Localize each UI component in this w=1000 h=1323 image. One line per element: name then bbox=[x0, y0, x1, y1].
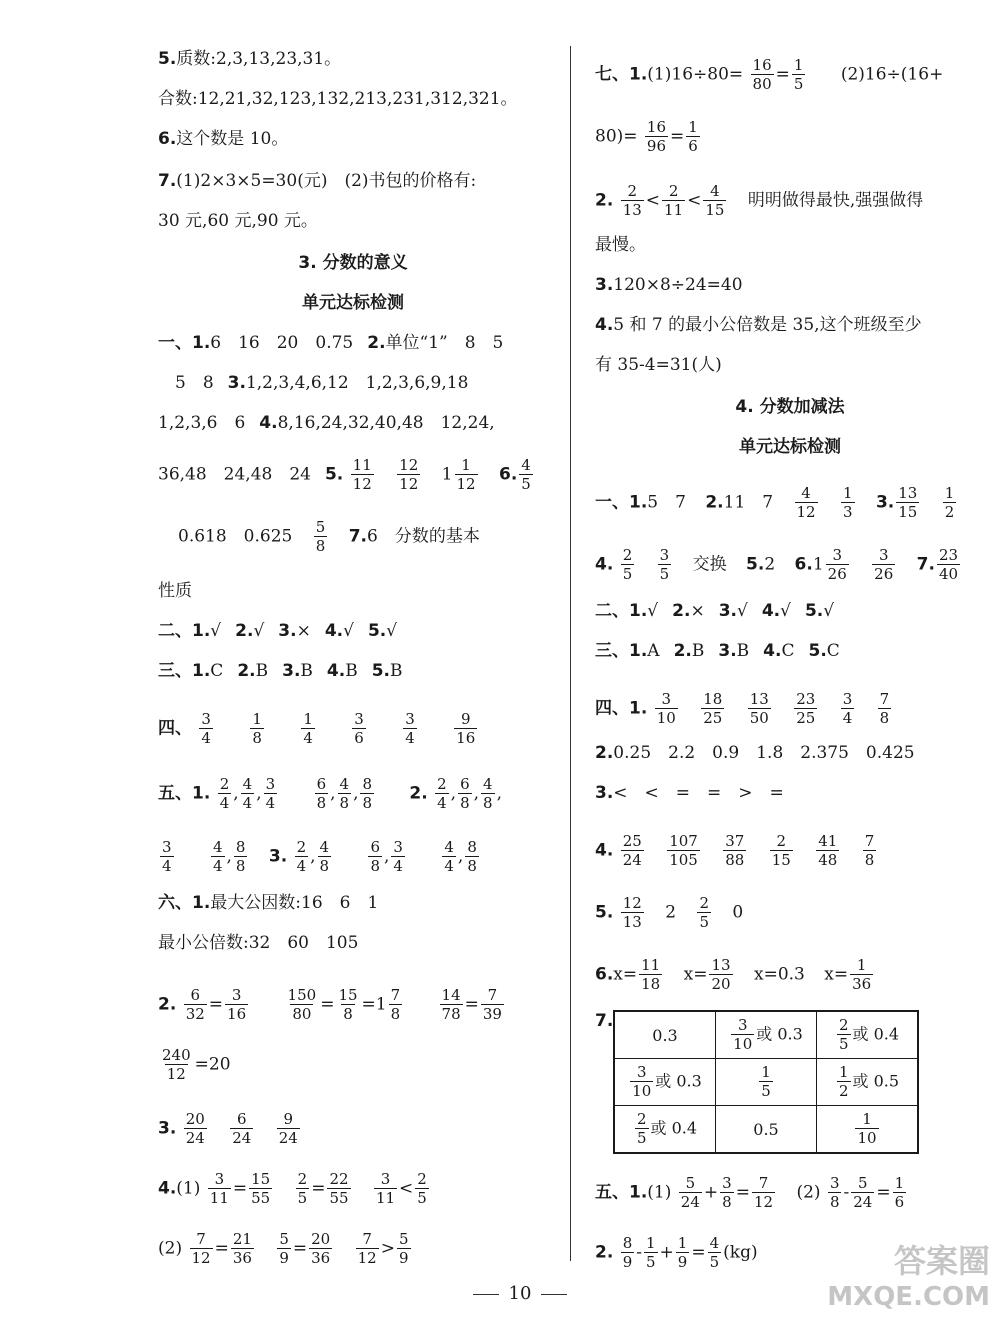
fraction: $\frac{4}{8}$ bbox=[319, 838, 330, 875]
grid-cell: $\frac{1}{5}$ bbox=[716, 1059, 817, 1106]
fraction: $\frac{1}{12}$ bbox=[456, 456, 476, 493]
fraction: $\frac{15}{8}$ bbox=[338, 986, 358, 1023]
r5-line1: 五、1.(1) $\frac{5}{24}$ + $\frac{3}{8}$ = $\frac{7}{12}$ (2) $\frac{3}{8}$ - $\frac{5}{24}$ = $\frac{1}{6}$ bbox=[595, 1174, 905, 1211]
fraction: $\frac{240}{12}$ bbox=[162, 1046, 191, 1083]
q4-line: 四、 $\frac{3}{4}$ $\frac{1}{8}$ $\frac{1}{4}$ $\frac{3}{6}$ $\frac{3}{4}$ $\frac{9}{16}$ bbox=[158, 710, 476, 747]
section-title-4: 4. 分数加减法 bbox=[735, 397, 845, 417]
fraction: $\frac{1}{2}$ bbox=[944, 484, 955, 521]
fraction: $\frac{6}{8}$ bbox=[370, 838, 381, 875]
fraction: $\frac{1}{9}$ bbox=[677, 1234, 688, 1271]
table-row bbox=[614, 1059, 918, 1106]
r1-line2: 4. $\frac{2}{5}$ $\frac{3}{5}$ 交换 5.2 6.1 $\frac{3}{26}$ $\frac{3}{26}$ 7. $\frac{23}{40}$ bbox=[595, 546, 959, 583]
line-q7b: 30 元,60 元,90 元。 bbox=[158, 211, 318, 231]
fraction: $\frac{13}{50}$ bbox=[749, 690, 769, 727]
fraction: $\frac{23}{40}$ bbox=[938, 546, 959, 583]
section-subtitle-4: 单元达标检测 bbox=[739, 437, 841, 457]
fraction: $\frac{8}{8}$ bbox=[235, 838, 246, 875]
fraction: $\frac{4}{4}$ bbox=[242, 775, 253, 812]
fraction: $\frac{5}{9}$ bbox=[279, 1230, 289, 1267]
page-number: 10 bbox=[455, 1283, 585, 1304]
fraction: $\frac{37}{88}$ bbox=[725, 832, 745, 869]
fraction: $\frac{18}{25}$ bbox=[703, 690, 723, 727]
fraction: $\frac{3}{6}$ bbox=[354, 710, 364, 747]
fraction: $\frac{4}{12}$ bbox=[796, 484, 816, 521]
grid-cell: 0.3 bbox=[614, 1011, 716, 1059]
fraction: $\frac{3}{26}$ bbox=[874, 546, 894, 583]
fraction: $\frac{9}{24}$ bbox=[278, 1110, 298, 1147]
fraction: $\frac{150}{80}$ bbox=[287, 986, 317, 1023]
table-row bbox=[614, 1011, 918, 1059]
fraction: $\frac{9}{16}$ bbox=[456, 710, 476, 747]
fraction: $\frac{8}{8}$ bbox=[362, 775, 373, 812]
fraction: $\frac{3}{4}$ bbox=[265, 775, 276, 812]
fraction: $\frac{2}{13}$ bbox=[622, 182, 642, 219]
fraction: $\frac{3}{4}$ bbox=[405, 710, 415, 747]
grid-cell: $\frac{1}{2}$ 或 0.5 bbox=[817, 1059, 919, 1106]
column-divider bbox=[570, 46, 571, 1261]
fraction: $\frac{4}{15}$ bbox=[705, 182, 725, 219]
fraction: $\frac{1}{5}$ bbox=[793, 56, 804, 93]
r3-line: 三、1.A 2.B 3.B 4.C 5.C bbox=[595, 641, 840, 661]
fraction: $\frac{20}{36}$ bbox=[311, 1230, 331, 1267]
fraction: $\frac{1}{3}$ bbox=[843, 484, 853, 521]
watermark-url: MXQE.COM bbox=[827, 1282, 990, 1312]
fraction: $\frac{3}{16}$ bbox=[227, 986, 247, 1023]
fraction: $\frac{4}{4}$ bbox=[212, 838, 223, 875]
q1-line2: 5 8 3.1,2,3,4,6,12 1,2,3,6,9,18 bbox=[175, 373, 469, 393]
fraction: $\frac{5}{8}$ bbox=[315, 518, 326, 555]
r-q7-line1: 七、1.(1)16÷80= $\frac{16}{80}$ = $\frac{1}{5}$ (2)16÷(16+ bbox=[595, 56, 944, 93]
section-subtitle-3: 单元达标检测 bbox=[302, 293, 404, 313]
fraction: $\frac{7}{8}$ bbox=[879, 690, 890, 727]
grid-cell: $\frac{3}{10}$ 或 0.3 bbox=[614, 1059, 716, 1106]
fraction: $\frac{15}{55}$ bbox=[251, 1170, 271, 1207]
fraction: $\frac{7}{12}$ bbox=[191, 1230, 211, 1267]
grid-cell: $\frac{2}{5}$ 或 0.4 bbox=[817, 1011, 919, 1059]
fraction: $\frac{1}{6}$ bbox=[894, 1174, 905, 1211]
r1-line1: 一、1.5 7 2.11 7 $\frac{4}{12}$ $\frac{1}{3}$ 3. $\frac{13}{15}$ $\frac{1}{2}$ bbox=[595, 484, 955, 521]
q6-line5: 3. $\frac{20}{24}$ $\frac{6}{24}$ $\frac{9}{24}$ bbox=[158, 1110, 298, 1147]
r5-line2: 2. $\frac{8}{9}$ - $\frac{1}{5}$ + $\frac{1}{9}$ = $\frac{4}{5}$ (kg) bbox=[595, 1234, 758, 1271]
fraction: $\frac{5}{24}$ bbox=[853, 1174, 873, 1211]
r4-line5: 5. $\frac{12}{13}$ 2 $\frac{2}{5}$ 0 bbox=[595, 894, 744, 931]
fraction: $\frac{3}{5}$ bbox=[659, 546, 670, 583]
r4-line4: 4. $\frac{25}{24}$ $\frac{107}{105}$ $\frac{37}{88}$ $\frac{2}{15}$ $\frac{41}{48}$ $\frac{7}{8}$ bbox=[595, 832, 875, 869]
q5-line1: 五、1. $\frac{2}{4}$ , $\frac{4}{4}$ , $\frac{3}{4}$ $\frac{6}{8}$ , $\frac{4}{8}$ , $\frac{8}{8}$ 2. $\frac{2}{4}$ , $\frac{6}{8}$ , $\frac{4}{8}$ , bbox=[158, 775, 502, 812]
q6-line7: (2) $\frac{7}{12}$ = $\frac{21}{36}$ $\frac{5}{9}$ = $\frac{20}{36}$ $\frac{7}{12}$ > $\frac{5}{9}$ bbox=[158, 1230, 409, 1267]
fraction: $\frac{7}{12}$ bbox=[357, 1230, 377, 1267]
fraction: $\frac{2}{5}$ bbox=[699, 894, 709, 931]
r-q7-line3: 2. $\frac{2}{13}$ < $\frac{2}{11}$ < $\frac{4}{15}$ 明明做得最快,强强做得 bbox=[595, 182, 924, 219]
fraction: $\frac{4}{5}$ bbox=[709, 1234, 720, 1271]
q6-line1: 六、1.最大公因数:16 6 1 bbox=[158, 893, 379, 913]
fraction: $\frac{2}{4}$ bbox=[296, 838, 307, 875]
line-composite: 合数:12,21,32,123,132,213,231,312,321。 bbox=[158, 89, 518, 109]
fraction: $\frac{16}{80}$ bbox=[752, 56, 772, 93]
fraction: $\frac{3}{11}$ bbox=[209, 1170, 229, 1207]
fraction: $\frac{7}{8}$ bbox=[864, 832, 875, 869]
fraction: $\frac{20}{24}$ bbox=[185, 1110, 205, 1147]
q3-line: 三、1.C 2.B 3.B 4.B 5.B bbox=[158, 661, 403, 681]
q1-line3: 1,2,3,6 6 4.8,16,24,32,40,48 12,24, bbox=[158, 413, 495, 433]
fraction: $\frac{11}{12}$ bbox=[352, 456, 372, 493]
answer-grid bbox=[613, 1010, 919, 1154]
r-q7-line4: 最慢。 bbox=[595, 235, 646, 255]
fraction: $\frac{2}{5}$ bbox=[622, 546, 633, 583]
q5-line2: $\frac{3}{4}$ $\frac{4}{4}$ , $\frac{8}{8}$ 3. $\frac{2}{4}$ , $\frac{4}{8}$ $\frac{6}{8}$ , $\frac{3}{4}$ $\frac{4}{4}$ , $\frac{8}{8}$ bbox=[162, 838, 477, 875]
q6-line4: $\frac{240}{12}$ =20 bbox=[162, 1046, 231, 1083]
fraction: $\frac{3}{4}$ bbox=[201, 710, 211, 747]
fraction: $\frac{8}{9}$ bbox=[622, 1234, 633, 1271]
line-prime: 5.质数:2,3,13,23,31。 bbox=[158, 49, 342, 69]
q6-line3: 2. $\frac{6}{32}$ = $\frac{3}{16}$ $\frac{150}{80}$ = $\frac{15}{8}$ =1 $\frac{7}{8}$ $\frac{14}{78}$ = $\frac{7}{39}$ bbox=[158, 986, 502, 1023]
r2-line: 二、1.√ 2.× 3.√ 4.√ 5.√ bbox=[595, 601, 835, 621]
fraction: $\frac{3}{8}$ bbox=[722, 1174, 732, 1211]
r4-line3: 3.< < = = > = bbox=[595, 783, 784, 803]
q1-line1: 一、1.6 16 20 0.75 2.单位“1” 8 5 bbox=[158, 333, 504, 353]
r-q7-line7: 有 35-4=31(人) bbox=[595, 355, 722, 375]
grid-cell: $\frac{3}{10}$ 或 0.3 bbox=[716, 1011, 817, 1059]
grid-cell: 0.5 bbox=[716, 1106, 817, 1154]
fraction: $\frac{2}{5}$ bbox=[297, 1170, 308, 1207]
fraction: $\frac{6}{32}$ bbox=[185, 986, 205, 1023]
fraction: $\frac{21}{36}$ bbox=[232, 1230, 252, 1267]
fraction: $\frac{1}{6}$ bbox=[688, 118, 698, 155]
r4-7-label: 7. bbox=[595, 1011, 614, 1031]
fraction: $\frac{22}{55}$ bbox=[329, 1170, 349, 1207]
fraction: $\frac{107}{105}$ bbox=[669, 832, 698, 869]
fraction: $\frac{2}{11}$ bbox=[664, 182, 684, 219]
fraction: $\frac{3}{4}$ bbox=[162, 838, 172, 875]
fraction: $\frac{2}{4}$ bbox=[219, 775, 230, 812]
fraction: $\frac{3}{10}$ bbox=[656, 690, 676, 727]
fraction: $\frac{7}{8}$ bbox=[390, 986, 401, 1023]
r-q7-line2: 80)= $\frac{16}{96}$ = $\frac{1}{6}$ bbox=[595, 118, 698, 155]
fraction: $\frac{12}{13}$ bbox=[622, 894, 642, 931]
fraction: $\frac{25}{24}$ bbox=[622, 832, 642, 869]
fraction: $\frac{1}{8}$ bbox=[252, 710, 262, 747]
fraction: $\frac{2}{15}$ bbox=[771, 832, 791, 869]
r-q7-line5: 3.120×8÷24=40 bbox=[595, 275, 743, 295]
fraction: $\frac{6}{8}$ bbox=[460, 775, 470, 812]
fraction: $\frac{4}{8}$ bbox=[339, 775, 350, 812]
grid-cell: $\frac{2}{5}$ 或 0.4 bbox=[614, 1106, 716, 1154]
r4-line2: 2.0.25 2.2 0.9 1.8 2.375 0.425 bbox=[595, 743, 915, 763]
watermark-text: 答案圈 bbox=[893, 1242, 990, 1280]
grid-cell: $\frac{1}{10}$ bbox=[817, 1106, 919, 1154]
q2-line: 二、1.√ 2.√ 3.× 4.√ 5.√ bbox=[158, 621, 398, 641]
q1-line5: 0.618 0.625 $\frac{5}{8}$ 7.6 分数的基本 bbox=[178, 518, 480, 555]
fraction: $\frac{7}{12}$ bbox=[753, 1174, 774, 1211]
fraction: $\frac{11}{18}$ bbox=[641, 956, 661, 993]
r-q7-line6: 4.5 和 7 的最小公倍数是 35,这个班级至少 bbox=[595, 315, 922, 335]
fraction: $\frac{13}{15}$ bbox=[898, 484, 918, 521]
fraction: $\frac{7}{39}$ bbox=[482, 986, 502, 1023]
fraction: $\frac{6}{24}$ bbox=[232, 1110, 252, 1147]
fraction: $\frac{16}{96}$ bbox=[646, 118, 667, 155]
watermark-logo bbox=[827, 1243, 990, 1315]
fraction: $\frac{23}{25}$ bbox=[796, 690, 816, 727]
section-title-3: 3. 分数的意义 bbox=[298, 253, 408, 273]
fraction: $\frac{5}{9}$ bbox=[398, 1230, 409, 1267]
fraction: $\frac{6}{8}$ bbox=[316, 775, 327, 812]
q1-line6: 性质 bbox=[158, 581, 192, 601]
fraction: $\frac{2}{4}$ bbox=[437, 775, 447, 812]
fraction: $\frac{3}{8}$ bbox=[829, 1174, 840, 1211]
fraction: $\frac{8}{8}$ bbox=[467, 838, 477, 875]
r4-line6: 6.x= $\frac{11}{18}$ x= $\frac{13}{20}$ x=0.3 x= $\frac{1}{36}$ bbox=[595, 956, 872, 993]
table-row bbox=[614, 1106, 918, 1154]
fraction: $\frac{3}{4}$ bbox=[393, 838, 403, 875]
fraction: $\frac{13}{20}$ bbox=[711, 956, 731, 993]
fraction: $\frac{3}{26}$ bbox=[827, 546, 847, 583]
q1-line4: 36,48 24,48 24 5. $\frac{11}{12}$ $\frac{12}{12}$ 1 $\frac{1}{12}$ 6. $\frac{4}{5}$ bbox=[158, 456, 531, 493]
r4-line1: 四、1. $\frac{3}{10}$ $\frac{18}{25}$ $\frac{13}{50}$ $\frac{23}{25}$ $\frac{3}{4}$ $\frac{7}{8}$ bbox=[595, 690, 890, 727]
fraction: $\frac{5}{24}$ bbox=[680, 1174, 700, 1211]
answer-grid-table bbox=[613, 1010, 919, 1154]
q6-line2: 最小公倍数:32 60 105 bbox=[158, 933, 359, 953]
fraction: $\frac{12}{12}$ bbox=[399, 456, 419, 493]
fraction: $\frac{4}{5}$ bbox=[521, 456, 531, 493]
fraction: $\frac{4}{8}$ bbox=[483, 775, 493, 812]
fraction: $\frac{4}{4}$ bbox=[444, 838, 454, 875]
fraction: $\frac{3}{11}$ bbox=[375, 1170, 396, 1207]
q6-line6: 4.(1) $\frac{3}{11}$ = $\frac{15}{55}$ $\frac{2}{5}$ = $\frac{22}{55}$ $\frac{3}{11}$ < $\frac{2}{5}$ bbox=[158, 1170, 427, 1207]
fraction: $\frac{2}{5}$ bbox=[417, 1170, 427, 1207]
fraction: $\frac{1}{4}$ bbox=[303, 710, 313, 747]
fraction: $\frac{1}{5}$ bbox=[646, 1234, 656, 1271]
fraction: $\frac{3}{4}$ bbox=[842, 690, 853, 727]
line-q7: 7.(1)2×3×5=30(元) (2)书包的价格有: bbox=[158, 171, 477, 191]
fraction: $\frac{14}{78}$ bbox=[441, 986, 461, 1023]
line-q6: 6.这个数是 10。 bbox=[158, 129, 289, 149]
fraction: $\frac{41}{48}$ bbox=[818, 832, 838, 869]
fraction: $\frac{1}{36}$ bbox=[852, 956, 872, 993]
